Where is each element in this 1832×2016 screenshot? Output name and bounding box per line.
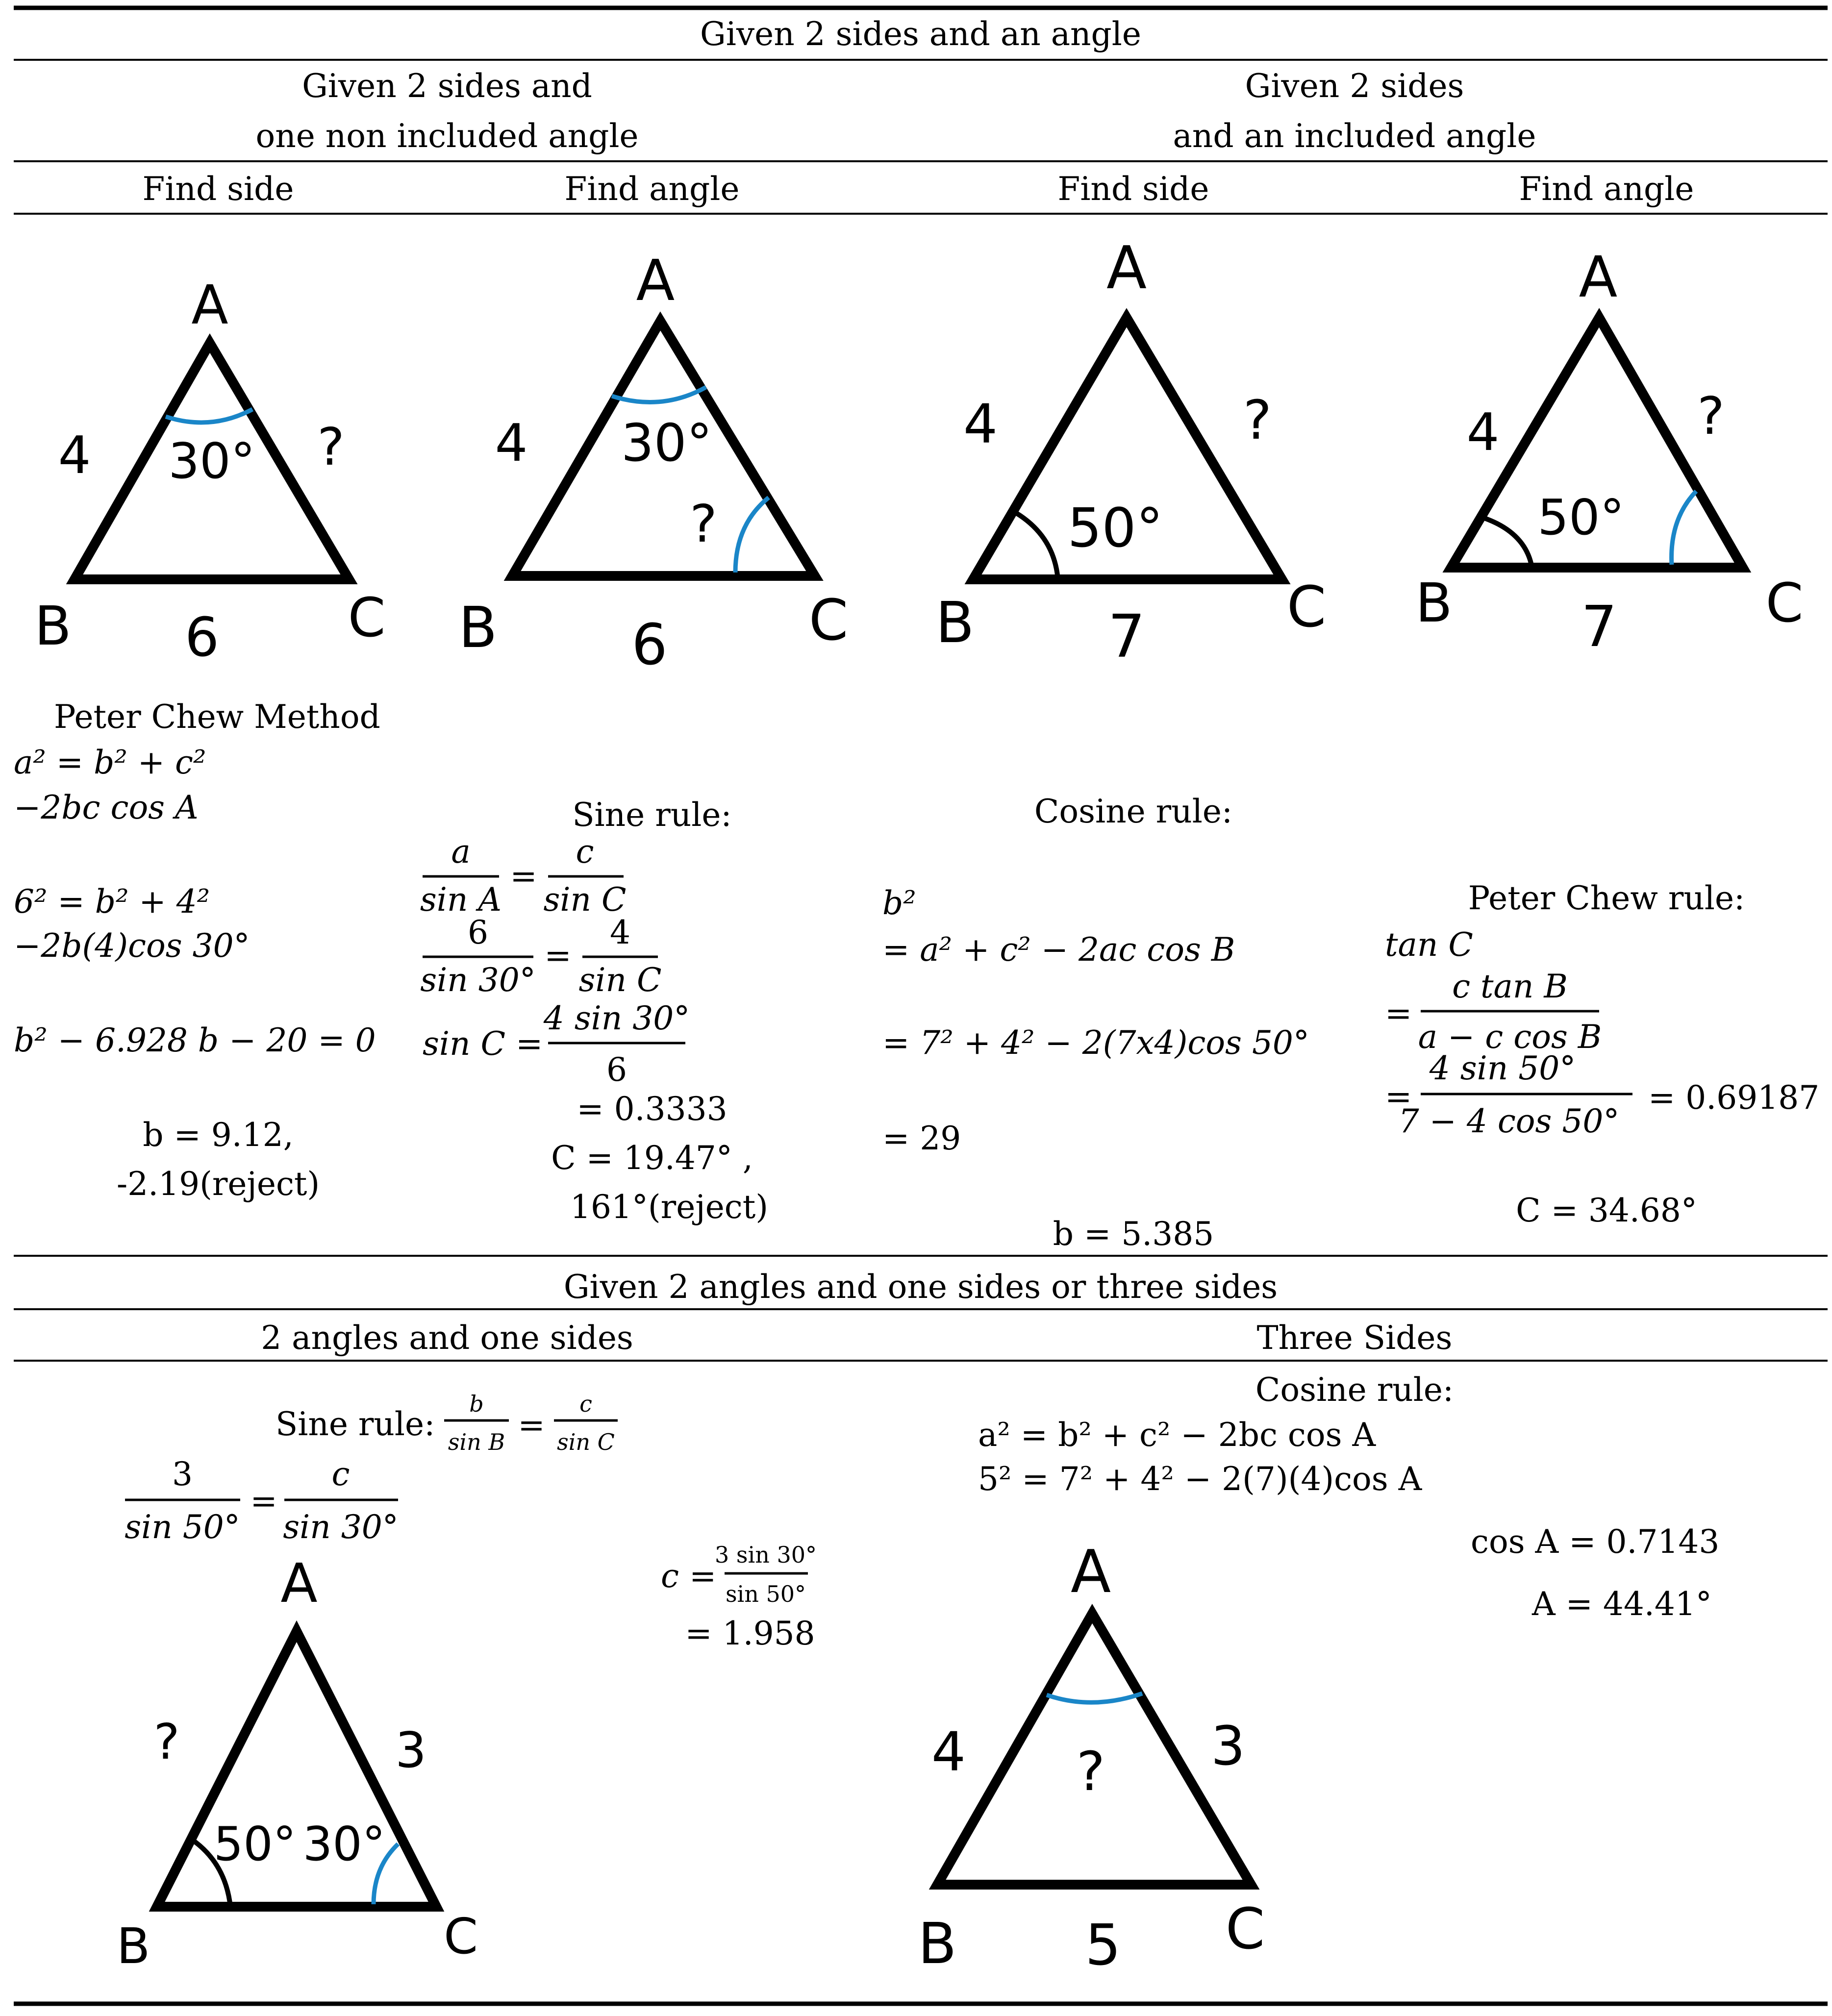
col4-frac2-num: 4 sin 50° <box>1429 1049 1576 1087</box>
aas-frac3-den: sin 50° <box>125 1508 240 1546</box>
col4-line1: tan C <box>1385 926 1473 964</box>
aas-frac1-den: sin B <box>448 1429 505 1455</box>
col2-frac3-den: sin 30° <box>420 961 536 999</box>
col2-result3: 161°(reject) <box>570 1188 769 1226</box>
aas-frac3-num: 3 <box>172 1455 193 1493</box>
tri1-side-left: 4 <box>58 425 91 485</box>
col4-result1: = 0.69187 <box>1648 1079 1820 1117</box>
triangle-5-diagram <box>117 1552 478 1975</box>
tri4-side-right: ? <box>1697 386 1725 446</box>
tri6-side-bottom: 5 <box>1085 1913 1121 1978</box>
sss-heading: Cosine rule: <box>1255 1371 1454 1409</box>
tri2-vertex-a: A <box>636 248 675 314</box>
section1-title: Given 2 sides and an angle <box>700 15 1141 53</box>
col1-heading: Peter Chew Method <box>54 698 380 736</box>
col2-working <box>420 796 768 1226</box>
right-group-header-line1: Given 2 sides <box>1245 67 1464 105</box>
col1-result2: -2.19(reject) <box>116 1165 320 1203</box>
aas-working <box>125 1391 817 1652</box>
col3-line1: b² <box>882 884 916 922</box>
col2-frac5-den: 6 <box>606 1051 627 1089</box>
tri3-vertex-a: A <box>1106 234 1147 302</box>
tri3-side-bottom: 7 <box>1107 603 1146 671</box>
triangle-4-diagram <box>1415 245 1803 660</box>
col2-result1: = 0.3333 <box>577 1090 728 1128</box>
tri5-vertex-c: C <box>444 1908 478 1965</box>
col2-frac2-num: c <box>576 833 594 871</box>
triangle-1-diagram <box>34 274 385 669</box>
tri4-vertex-a: A <box>1579 245 1618 310</box>
tri6-side-right: 3 <box>1211 1715 1245 1777</box>
col2-sinC-label: sin C = <box>423 1025 543 1063</box>
section2-right-header: Three Sides <box>1256 1319 1453 1357</box>
triangle-6-diagram <box>918 1538 1265 1978</box>
triangle-3-diagram <box>936 234 1327 671</box>
col4-heading: Peter Chew rule: <box>1468 879 1745 917</box>
tri3-angle-b: 50° <box>1067 497 1163 559</box>
col1-line2: −2bc cos A <box>14 789 199 826</box>
tri5-side-right: 3 <box>395 1721 427 1779</box>
col1-working <box>14 698 380 1203</box>
tri5-angle-c: 30° <box>302 1817 386 1871</box>
aas-c-label: c = <box>661 1557 717 1595</box>
tri1-vertex-a: A <box>191 274 228 336</box>
tri6-unknown-angle-a: ? <box>1076 1740 1105 1803</box>
svg-text:=: = <box>250 1482 277 1520</box>
left-group-header-line2: one non included angle <box>255 117 639 155</box>
col4-eq2: = <box>1385 1078 1412 1116</box>
tri1-vertex-c: C <box>348 586 386 649</box>
col3-working <box>882 793 1309 1253</box>
tri2-unknown-angle-c: ? <box>690 494 717 554</box>
col1-line5: b² − 6.928 b − 20 = 0 <box>14 1021 376 1059</box>
col1-header: Find side <box>142 170 294 208</box>
tri4-side-left: 4 <box>1466 402 1500 462</box>
col2-frac2-den: sin C <box>543 881 627 919</box>
col2-frac5-num: 4 sin 30° <box>543 999 690 1037</box>
aas-frac2-num: c <box>579 1391 592 1417</box>
tri2-side-bottom: 6 <box>631 612 668 678</box>
tri3-side-right: ? <box>1243 389 1272 451</box>
sss-line2: 5² = 7² + 4² − 2(7)(4)cos A <box>978 1460 1422 1498</box>
col1-line3: 6² = b² + 4² <box>14 883 210 921</box>
aas-frac5-num: 3 sin 30° <box>715 1542 817 1568</box>
col2-frac1-den: sin A <box>420 881 502 919</box>
col3-result: b = 5.385 <box>1053 1215 1214 1253</box>
svg-text:=: = <box>544 937 572 974</box>
section2-left-header: 2 angles and one sides <box>261 1319 633 1357</box>
col2-heading: Sine rule: <box>572 796 732 834</box>
col1-line1: a² = b² + c² <box>14 744 206 781</box>
col3-line2: = a² + c² − 2ac cos B <box>882 931 1235 969</box>
tri3-vertex-b: B <box>935 590 975 656</box>
sss-result1: cos A = 0.7143 <box>1471 1523 1720 1561</box>
left-group-header-line1: Given 2 sides and <box>302 67 592 105</box>
col3-header: Find side <box>1057 170 1209 208</box>
aas-rule-label: Sine rule: <box>276 1405 435 1443</box>
tri4-vertex-c: C <box>1765 572 1804 634</box>
aas-frac1-num: b <box>469 1391 484 1417</box>
tri4-side-bottom: 7 <box>1581 594 1617 660</box>
tri5-vertex-b: B <box>116 1917 151 1975</box>
aas-result: = 1.958 <box>685 1615 815 1652</box>
svg-text:=: = <box>518 1406 545 1444</box>
tri6-vertex-c: C <box>1225 1896 1265 1962</box>
tri5-vertex-a: A <box>280 1552 318 1615</box>
tri2-angle-a: 30° <box>621 413 713 473</box>
col2-frac4-num: 4 <box>610 914 630 951</box>
tri1-side-right: ? <box>317 417 345 477</box>
col4-eq1: = <box>1385 995 1412 1032</box>
tri4-angle-b: 50° <box>1537 489 1625 546</box>
col2-frac4-den: sin C <box>578 961 662 999</box>
col4-frac2-den: 7 − 4 cos 50° <box>1398 1102 1620 1140</box>
col4-result2: C = 34.68° <box>1516 1192 1697 1229</box>
sss-line1: a² = b² + c² − 2bc cos A <box>978 1416 1376 1454</box>
tri5-side-left: ? <box>153 1713 180 1770</box>
col4-frac1-num: c tan B <box>1452 968 1568 1005</box>
col1-result1: b = 9.12, <box>143 1116 294 1154</box>
col1-line4: −2b(4)cos 30° <box>14 927 250 965</box>
col2-frac3-num: 6 <box>468 914 488 951</box>
col4-frac1-den: a − c cos B <box>1418 1018 1602 1056</box>
col2-result2: C = 19.47° , <box>551 1139 753 1177</box>
col3-line3: = 7² + 4² − 2(7x4)cos 50° <box>882 1024 1309 1062</box>
col4-header: Find angle <box>1519 170 1694 208</box>
triangle-2-diagram <box>459 248 849 678</box>
section2-title: Given 2 angles and one sides or three sides <box>563 1268 1278 1306</box>
tri2-side-left: 4 <box>495 413 528 473</box>
tri2-vertex-b: B <box>458 595 498 661</box>
aas-frac4-den: sin 30° <box>283 1508 399 1546</box>
tri6-side-left: 4 <box>931 1720 966 1783</box>
tri3-vertex-c: C <box>1286 574 1327 640</box>
tri6-vertex-a: A <box>1070 1538 1111 1606</box>
svg-text:=: = <box>510 857 537 895</box>
tri6-vertex-b: B <box>918 1911 957 1977</box>
sss-result2: A = 44.41° <box>1532 1585 1712 1623</box>
col4-working <box>1385 879 1819 1229</box>
col3-line4: = 29 <box>882 1120 961 1157</box>
aas-frac5-den: sin 50° <box>725 1581 806 1607</box>
tri4-vertex-b: B <box>1415 572 1453 634</box>
aas-frac2-den: sin C <box>557 1429 615 1455</box>
tri1-angle-a: 30° <box>168 432 255 490</box>
tri1-side-bottom: 6 <box>185 606 219 669</box>
col2-header: Find angle <box>564 170 740 208</box>
tri5-angle-b: 50° <box>213 1817 297 1871</box>
tri2-vertex-c: C <box>808 588 849 653</box>
col2-frac1-num: a <box>451 833 471 871</box>
tri1-vertex-b: B <box>34 595 72 657</box>
col3-heading: Cosine rule: <box>1034 793 1233 830</box>
right-group-header-line2: and an included angle <box>1173 117 1536 155</box>
aas-frac4-num: c <box>331 1455 350 1493</box>
tri3-side-left: 4 <box>963 393 998 455</box>
